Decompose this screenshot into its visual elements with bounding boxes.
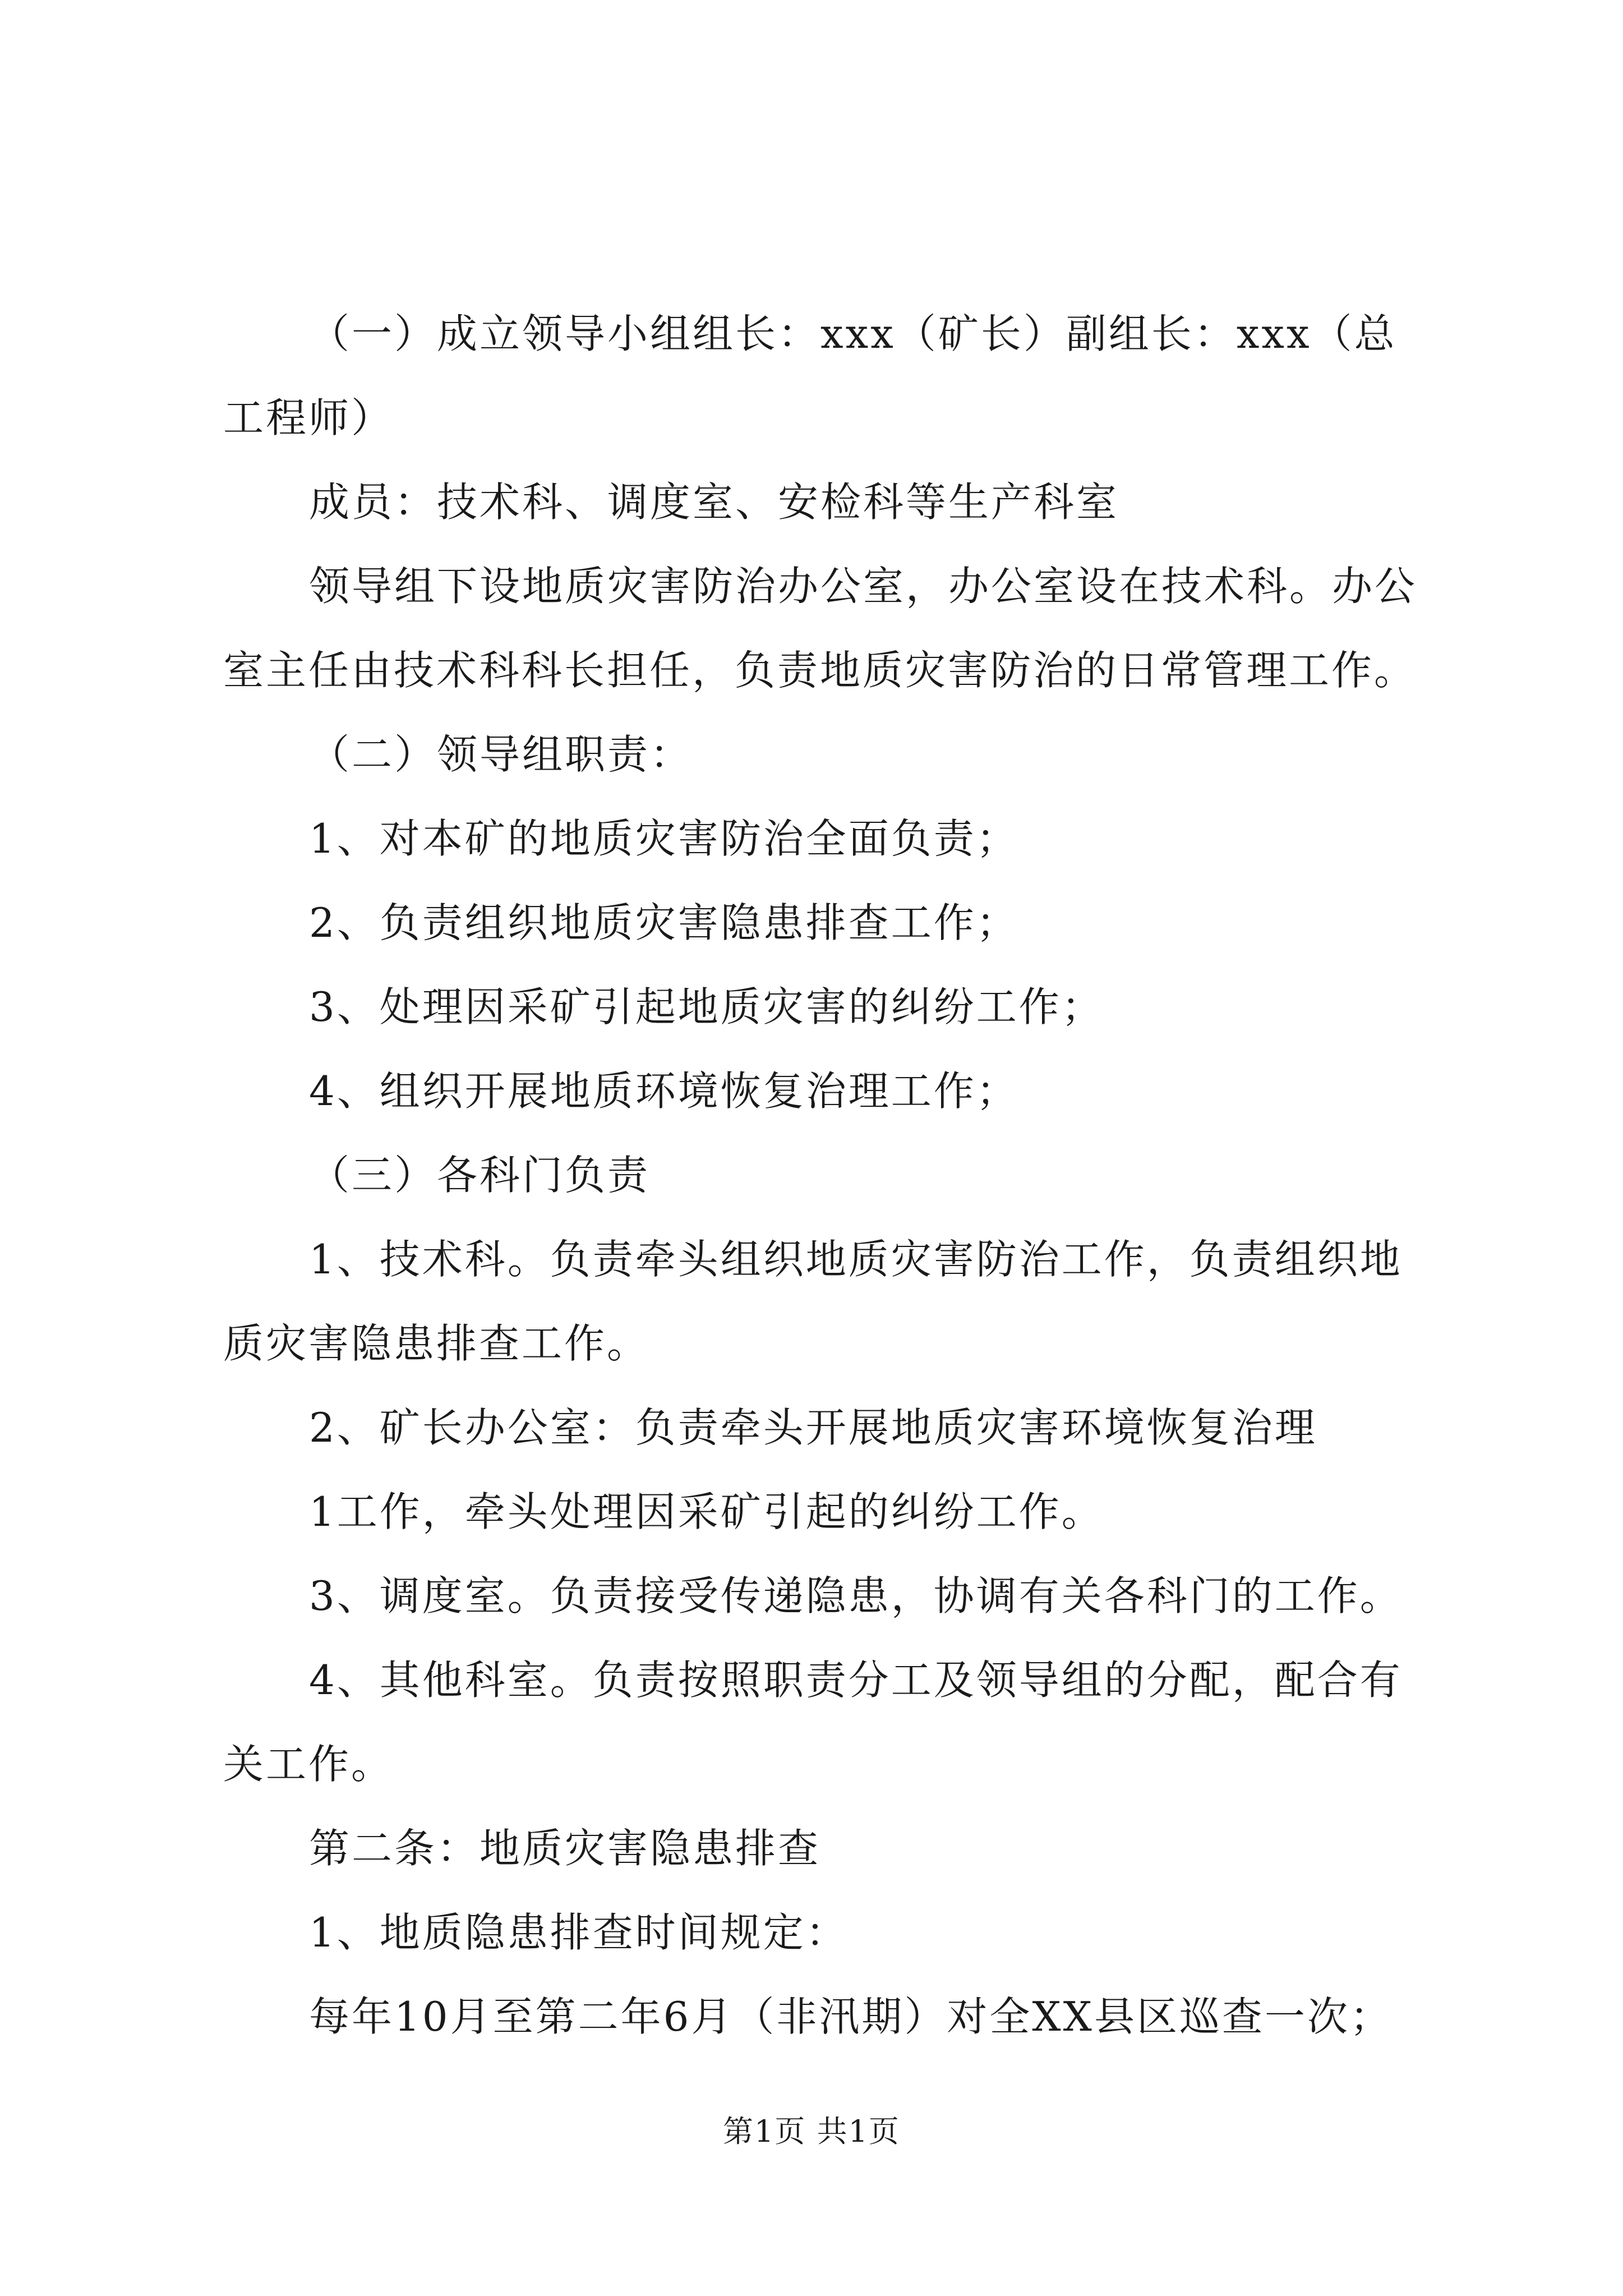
list-item-duty-4: 4、组织开展地质环境恢复治理工作；: [309, 1068, 1019, 1115]
list-item-duty-1: 1、对本矿的地质灾害防治全面负责；: [309, 815, 1019, 862]
list-item-inspection-time: 1、地质隐患排查时间规定：: [309, 1909, 849, 1956]
list-item-duty-2: 2、负责组织地质灾害隐患排查工作；: [309, 899, 1019, 946]
heading-department-duties: （三）各科门负责: [309, 1152, 651, 1199]
list-item-dept-4: 4、其他科室。负责按照职责分工及领导组的分配，配合有关工作。: [223, 1657, 1403, 1788]
paragraph-members: 成员：技术科、调度室、安检科等生产科室: [309, 478, 1119, 526]
paragraph-leadership-group: （一）成立领导小组组长：xxx（矿长）副组长：xxx（总工程师）: [223, 310, 1397, 441]
heading-article-2: 第二条：地质灾害隐患排查: [309, 1825, 821, 1872]
list-item-dept-2: 2、矿长办公室：负责牵头开展地质灾害环境恢复治理: [309, 1404, 1317, 1451]
page-footer: 第1页 共1页: [723, 2114, 900, 2149]
heading-group-duties: （二）领导组职责：: [309, 731, 693, 778]
list-item-dept-1: 1、技术科。负责牵头组织地质灾害防治工作，负责组织地质灾害隐患排查工作。: [223, 1236, 1403, 1367]
paragraph-office: 领导组下设地质灾害防治办公室，办公室设在技术科。办公室主任由技术科科长担任，负责地质灾害防治的日常管理工作。: [223, 563, 1418, 694]
list-item-dept-2-cont: 1工作，牵头处理因采矿引起的纠纷工作。: [309, 1488, 1104, 1535]
paragraph-inspection-schedule: 每年10月至第二年6月（非汛期）对全XX县区巡查一次；: [309, 1993, 1393, 2040]
document-body: [223, 292, 1424, 2059]
list-item-dept-3: 3、调度室。负责接受传递隐患，协调有关各科门的工作。: [309, 1572, 1403, 1619]
list-item-duty-3: 3、处理因采矿引起地质灾害的纠纷工作；: [309, 983, 1104, 1030]
